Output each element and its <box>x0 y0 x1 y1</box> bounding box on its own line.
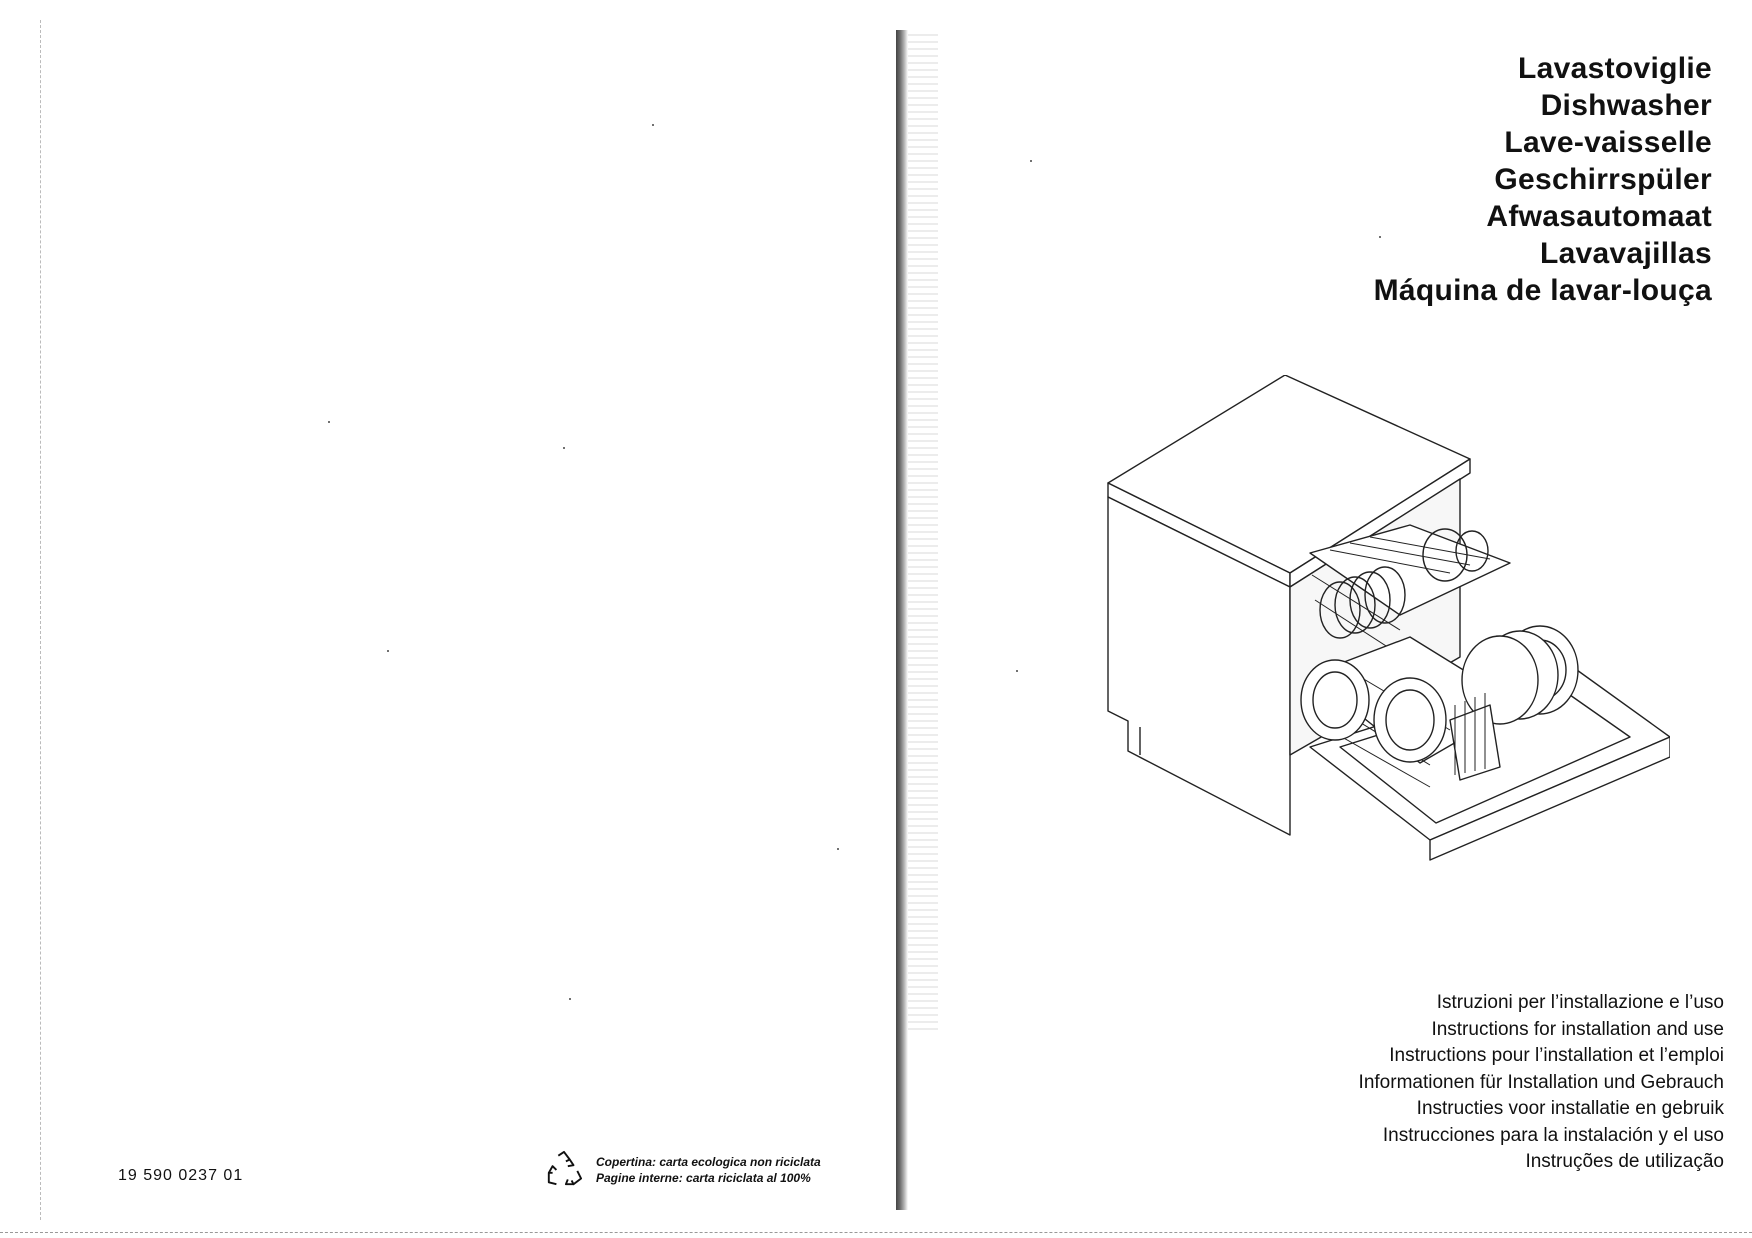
instructions-dutch: Instructies voor installatie en gebruik <box>1416 1098 1724 1119</box>
speck <box>328 421 330 423</box>
speck <box>1016 670 1018 672</box>
instructions-german: Informationen für Installation und Gebrauch <box>1358 1071 1724 1093</box>
title-english: Dishwasher <box>1540 89 1712 122</box>
recycle-icon <box>545 1150 583 1188</box>
instructions-french: Instructions pour l’installation et l’emploi <box>1389 1045 1724 1066</box>
speck <box>1030 160 1032 162</box>
instructions-list <box>1359 990 1724 1176</box>
speck <box>837 848 839 850</box>
instructions-spanish: Instrucciones para la instalación y el uso <box>1382 1124 1724 1146</box>
speck <box>569 998 571 1000</box>
title-portuguese: Máquina de lavar-louça <box>1373 274 1712 307</box>
paper-note-line: Copertina: carta ecologica non riciclata <box>596 1155 821 1169</box>
title-dutch: Afwasautomaat <box>1486 200 1712 233</box>
title-french: Lave-vaisselle <box>1504 126 1712 159</box>
product-titles <box>1374 50 1712 309</box>
title-italian: Lavastoviglie <box>1518 52 1712 85</box>
instructions-portuguese: Instruções de utilização <box>1525 1151 1724 1172</box>
instructions-english: Instructions for installation and use <box>1431 1018 1724 1040</box>
paper-note <box>596 1154 821 1186</box>
dishwasher-illustration <box>1100 375 1670 940</box>
instructions-italian: Istruzioni per l’installazione e l’uso <box>1436 992 1724 1013</box>
speck <box>563 447 565 449</box>
title-german: Geschirrspüler <box>1494 163 1712 196</box>
paper-note-line: Pagine interne: carta riciclata al 100% <box>596 1171 811 1185</box>
speck <box>387 650 389 652</box>
title-spanish: Lavavajillas <box>1539 237 1712 270</box>
part-number: 19 590 0237 01 <box>118 1167 244 1184</box>
speck <box>652 124 654 126</box>
